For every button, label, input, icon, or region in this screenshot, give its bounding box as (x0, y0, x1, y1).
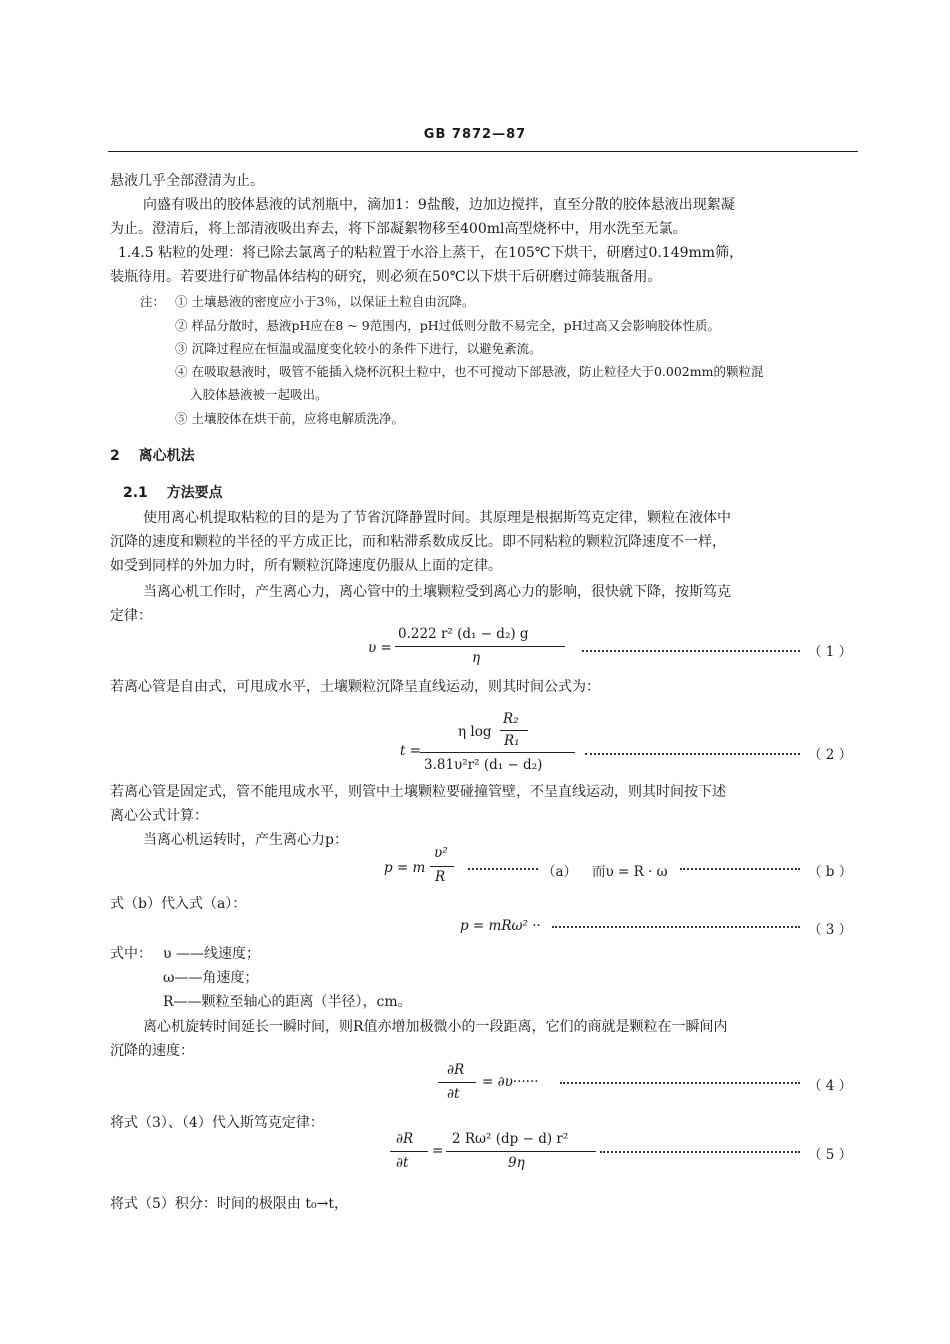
body-line: 若离心管是固定式，管不能甩成水平，则管中土壤颗粒要碰撞管壁，不呈直线运动，则其时间按下述 (110, 784, 726, 800)
body-line: 将式（5）积分：时间的极限由 t₀→t， (110, 1196, 348, 1212)
body-line: 当离心机工作时，产生离心力，离心管中的土壤颗粒受到离心力的影响，很快就下降，按斯笃克 (143, 584, 731, 600)
eq5-number: （ 5 ） (808, 1147, 853, 1163)
eq2-number: （ 2 ） (808, 747, 853, 763)
eq2-denominator: 3.81υ²r² (d₁ − d₂) (424, 757, 543, 773)
eq5-numerator: 2 Rω² (dp − d) r² (452, 1131, 569, 1147)
eq2-inner-denominator: R₁ (504, 733, 520, 749)
eq4-denominator: ∂t (447, 1086, 460, 1102)
note-item: ④ 在吸取悬液时，吸管不能插入烧杯沉积土粒中，也不可搅动下部悬液，防止粒径大于0.002mm的颗粒混 (175, 364, 764, 379)
section-number: 2 (110, 448, 120, 464)
section-title: 离心机法 (138, 448, 195, 464)
eq1-numerator: 0.222 r² (d₁ − d₂) g (398, 626, 529, 642)
eqa-numerator: υ² (434, 845, 448, 861)
note-item: ③ 沉降过程应在恒温或温度变化较小的条件下进行，以避免紊流。 (175, 341, 542, 356)
page-header: GB 7872—87 (423, 127, 527, 142)
eq1-number: （ 1 ） (808, 644, 853, 660)
definition-line: ω——角速度； (163, 970, 259, 986)
body-line: 式中： (110, 946, 152, 962)
header-rule (108, 151, 858, 152)
eq5-left-denominator: ∂t (396, 1155, 409, 1171)
eq2-numerator-text: η log (458, 724, 492, 740)
eq4-rhs: = ∂υ······ (482, 1074, 539, 1090)
body-line: 式（b）代入式（a）： (110, 896, 247, 912)
body-line: 若离心管是自由式，可甩成水平，土壤颗粒沉降呈直线运动，则其时间公式为： (110, 679, 600, 695)
eq5-denominator: 9η (508, 1155, 525, 1171)
paragraph-line: 悬液几乎全部澄清为止。 (110, 173, 264, 189)
eq1-denominator: η (472, 650, 481, 666)
eq5-left-bar (390, 1151, 428, 1152)
paragraph-line: 装瓶待用。若要进行矿物晶体结构的研究，则必须在50℃以下烘干后研磨过筛装瓶备用。 (110, 269, 662, 285)
body-line: 沉降的速度： (110, 1043, 194, 1059)
section-heading (110, 445, 195, 465)
leader-dots (680, 868, 800, 870)
subsection-heading (123, 482, 223, 502)
clause-1-4-5: 1.4.5 粘粒的处理：将已除去氯离子的粘粒置于水浴上蒸干，在105℃下烘干，研磨过0.149mm筛， (118, 245, 744, 261)
eq5-left-numerator: ∂R (396, 1131, 414, 1147)
leader-dots (552, 926, 800, 928)
eq4-number: （ 4 ） (808, 1078, 853, 1094)
eqa-lhs: p = m (384, 860, 426, 876)
eq2-inner-numerator: R₂ (503, 711, 519, 727)
paragraph-line: 为止。澄清后，将上部清液吸出弃去，将下部凝絮物移至400ml高型烧杯中，用水洗至无氯。 (110, 221, 687, 237)
eqa-fraction-bar (430, 866, 454, 867)
body-line: 使用离心机提取粘粒的目的是为了节省沉降静置时间。其原理是根据斯笃克定律，颗粒在液体中 (143, 510, 731, 526)
body-line: 沉降的速度和颗粒的半径的平方成正比，而和粘滞系数成反比。即不同粘粒的颗粒沉降速度不一样， (110, 534, 726, 550)
body-line: 离心机旋转时间延长一瞬时间，则R值亦增加极微小的一段距离，它们的商就是颗粒在一瞬间内 (143, 1019, 728, 1035)
eq2-fraction-bar (420, 752, 575, 753)
body-line: 当离心机运转时，产生离心力p： (143, 832, 348, 848)
notes-label: 注： (140, 294, 166, 309)
note-item: ② 样品分散时，悬液pH应在8 ~ 9范围内，pH过低则分散不易完全，pH过高又会影响胶体性质。 (175, 318, 721, 333)
subsection-number: 2.1 (123, 485, 148, 501)
eqa-tag: （a） (542, 864, 578, 880)
paragraph-line: 向盛有吸出的胶体悬液的试剂瓶中，滴加1：9盐酸，边加边搅拌，直至分散的胶体悬液出现絮凝 (143, 197, 735, 213)
eq3-text: p = mRω² ·· (460, 918, 541, 934)
note-item: 入胶体悬液被一起吸出。 (190, 387, 328, 402)
eq5-equals: = (432, 1143, 444, 1159)
eqb-text: 而υ = R · ω (592, 864, 668, 880)
eq2-lhs: t = (400, 743, 422, 759)
eq5-fraction-bar (446, 1151, 596, 1152)
leader-dots (468, 868, 538, 870)
body-line: 将式（3）、（4）代入斯笃克定律： (110, 1115, 324, 1131)
subsection-title: 方法要点 (166, 485, 223, 501)
eq1-lhs: υ = (368, 640, 392, 656)
eq2-inner-bar (500, 730, 528, 731)
note-item: ① 土壤悬液的密度应小于3％，以保证土粒自由沉降。 (175, 294, 475, 309)
eqb-number: （ b ） (808, 864, 853, 880)
body-line: 离心公式计算： (110, 808, 208, 824)
eq3-number: （ 3 ） (808, 922, 853, 938)
leader-dots (600, 1151, 800, 1153)
definition-line: υ ——线速度； (163, 946, 260, 962)
leader-dots (582, 650, 800, 652)
note-item: ⑤ 土壤胶体在烘干前，应将电解质洗净。 (175, 411, 404, 426)
eqa-denominator: R (435, 869, 446, 885)
body-line: 定律： (110, 608, 152, 624)
eq4-fraction-bar (438, 1082, 476, 1083)
eq1-fraction-bar (395, 646, 565, 647)
body-line: 如受到同样的外加力时，所有颗粒沉降速度仍服从上面的定律。 (110, 558, 502, 574)
eq4-numerator: ∂R (447, 1062, 465, 1078)
leader-dots (585, 753, 800, 755)
leader-dots (560, 1082, 800, 1084)
definition-line: R——颗粒至轴心的距离（半径），cm。 (163, 994, 412, 1010)
